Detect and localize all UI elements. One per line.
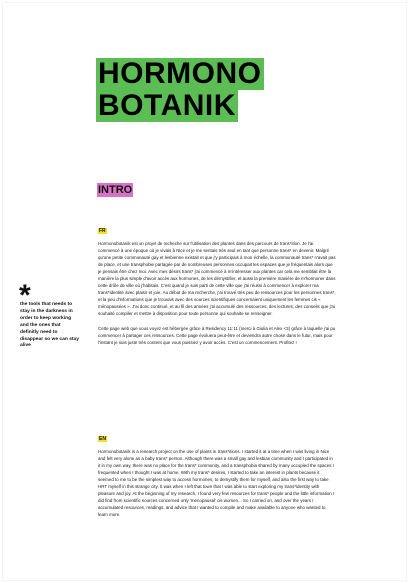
lang-tag-en: EN (99, 436, 106, 442)
lang-tag-fr: FR (99, 228, 106, 234)
page-title (96, 57, 262, 122)
french-text (98, 240, 336, 353)
english-text (98, 448, 336, 525)
side-note-text: the tools that needs to stay in the darkness in order to keep working and the ones that definitly need to disappear so we can stay alive (20, 302, 79, 349)
fr-paragraph: Cette page web que vous voyez est hébergée grâce à Residency 11:11 (merci à Giulia et Alex <3) grâce à laquelle j'ai pu commencer à partager ces ressources. Cette page évoluera peut-être et deviendra autre chose dans le futur, mais pour l'instant je suis juste très content que vous puissiez y avoir accès. C'est un commencement. Profitez ! (98, 325, 336, 345)
en-paragraph: Hormonobotanik is a research project on the use of plants in trans*itions. I started it at a time when I was living in Nice and felt very alone as a baby trans* person. Although there was a small gay and lesbian community and I participated in it in my own way, there was no place for the trans* community, and a transphobia shared by many occupied the spaces I frequented when I thought I was at home. With my trans* desires, I started to take an interest in plants because it seemed to me to be the simplest way to access hormones, to demystify them for myself, and also the first way to take HRT myself in this strange city. It was when I left that town that I was able to start exploring my trans*identity with pleasure and joy. At the beginning of my research, I found very few resources for trans* people and the little information I did find from scientific sources concerned only 'menopausal' cis women... So I carried on, and over the years I accumulated resources, readings, and advice that I wanted to compile and make available to anyone who wanted to learn more. (98, 449, 335, 518)
intro-heading: INTRO (98, 184, 133, 196)
side-note (19, 279, 90, 350)
page (3, 3, 406, 580)
asterisk-icon: * (19, 279, 31, 312)
fr-paragraph: Hormonobotanik est un projet de recheche sur l'utilisation des plantes dans des parcours de trans*ition. Je l'ai commencé à une époque où je vivais à Nice et je me sentais très seul en tant que personne trans* en devenir. Malgré qu'une petite communauté gay et lesbienne existait et que j'y participais à mon échelle, la communauté trans* n'avait pas de place, et une transphobie partagée par de nombreuses personnes occupait les espaces que je fréquentais alors que je pensais être chez moi. Avec mes désirs trans* j'ai commencé à m'intéresser aux plantes car cela me semblait être la manière la plus simple d'avoir accès aux hormones, de les démystifier, et aussi la première manière de m'hormoner dans cette drôle de ville où j'habitais. C'est quand je suis parti de cette ville que j'ai réussi à commencer à explorer ma trans*identité avec plaisir et joie. Au début de ma recherche, j'ai trouvé très peu de ressources pour les personnes trans*, et la peu d'informations que je trouvais avec des sources scientifiques concernaient uniquement les femmes cis « ménopausées ». J'ai donc continué, et au fil des années j'ai accumulé des ressources, des lectures, des conseils que j'ai souhaité compiler et mettre à disposition pour toute personne qui souhaite se renseigner. (98, 241, 336, 317)
title-line-2: BOTANIK (98, 89, 236, 122)
title-line-1: HORMONO (98, 57, 262, 90)
